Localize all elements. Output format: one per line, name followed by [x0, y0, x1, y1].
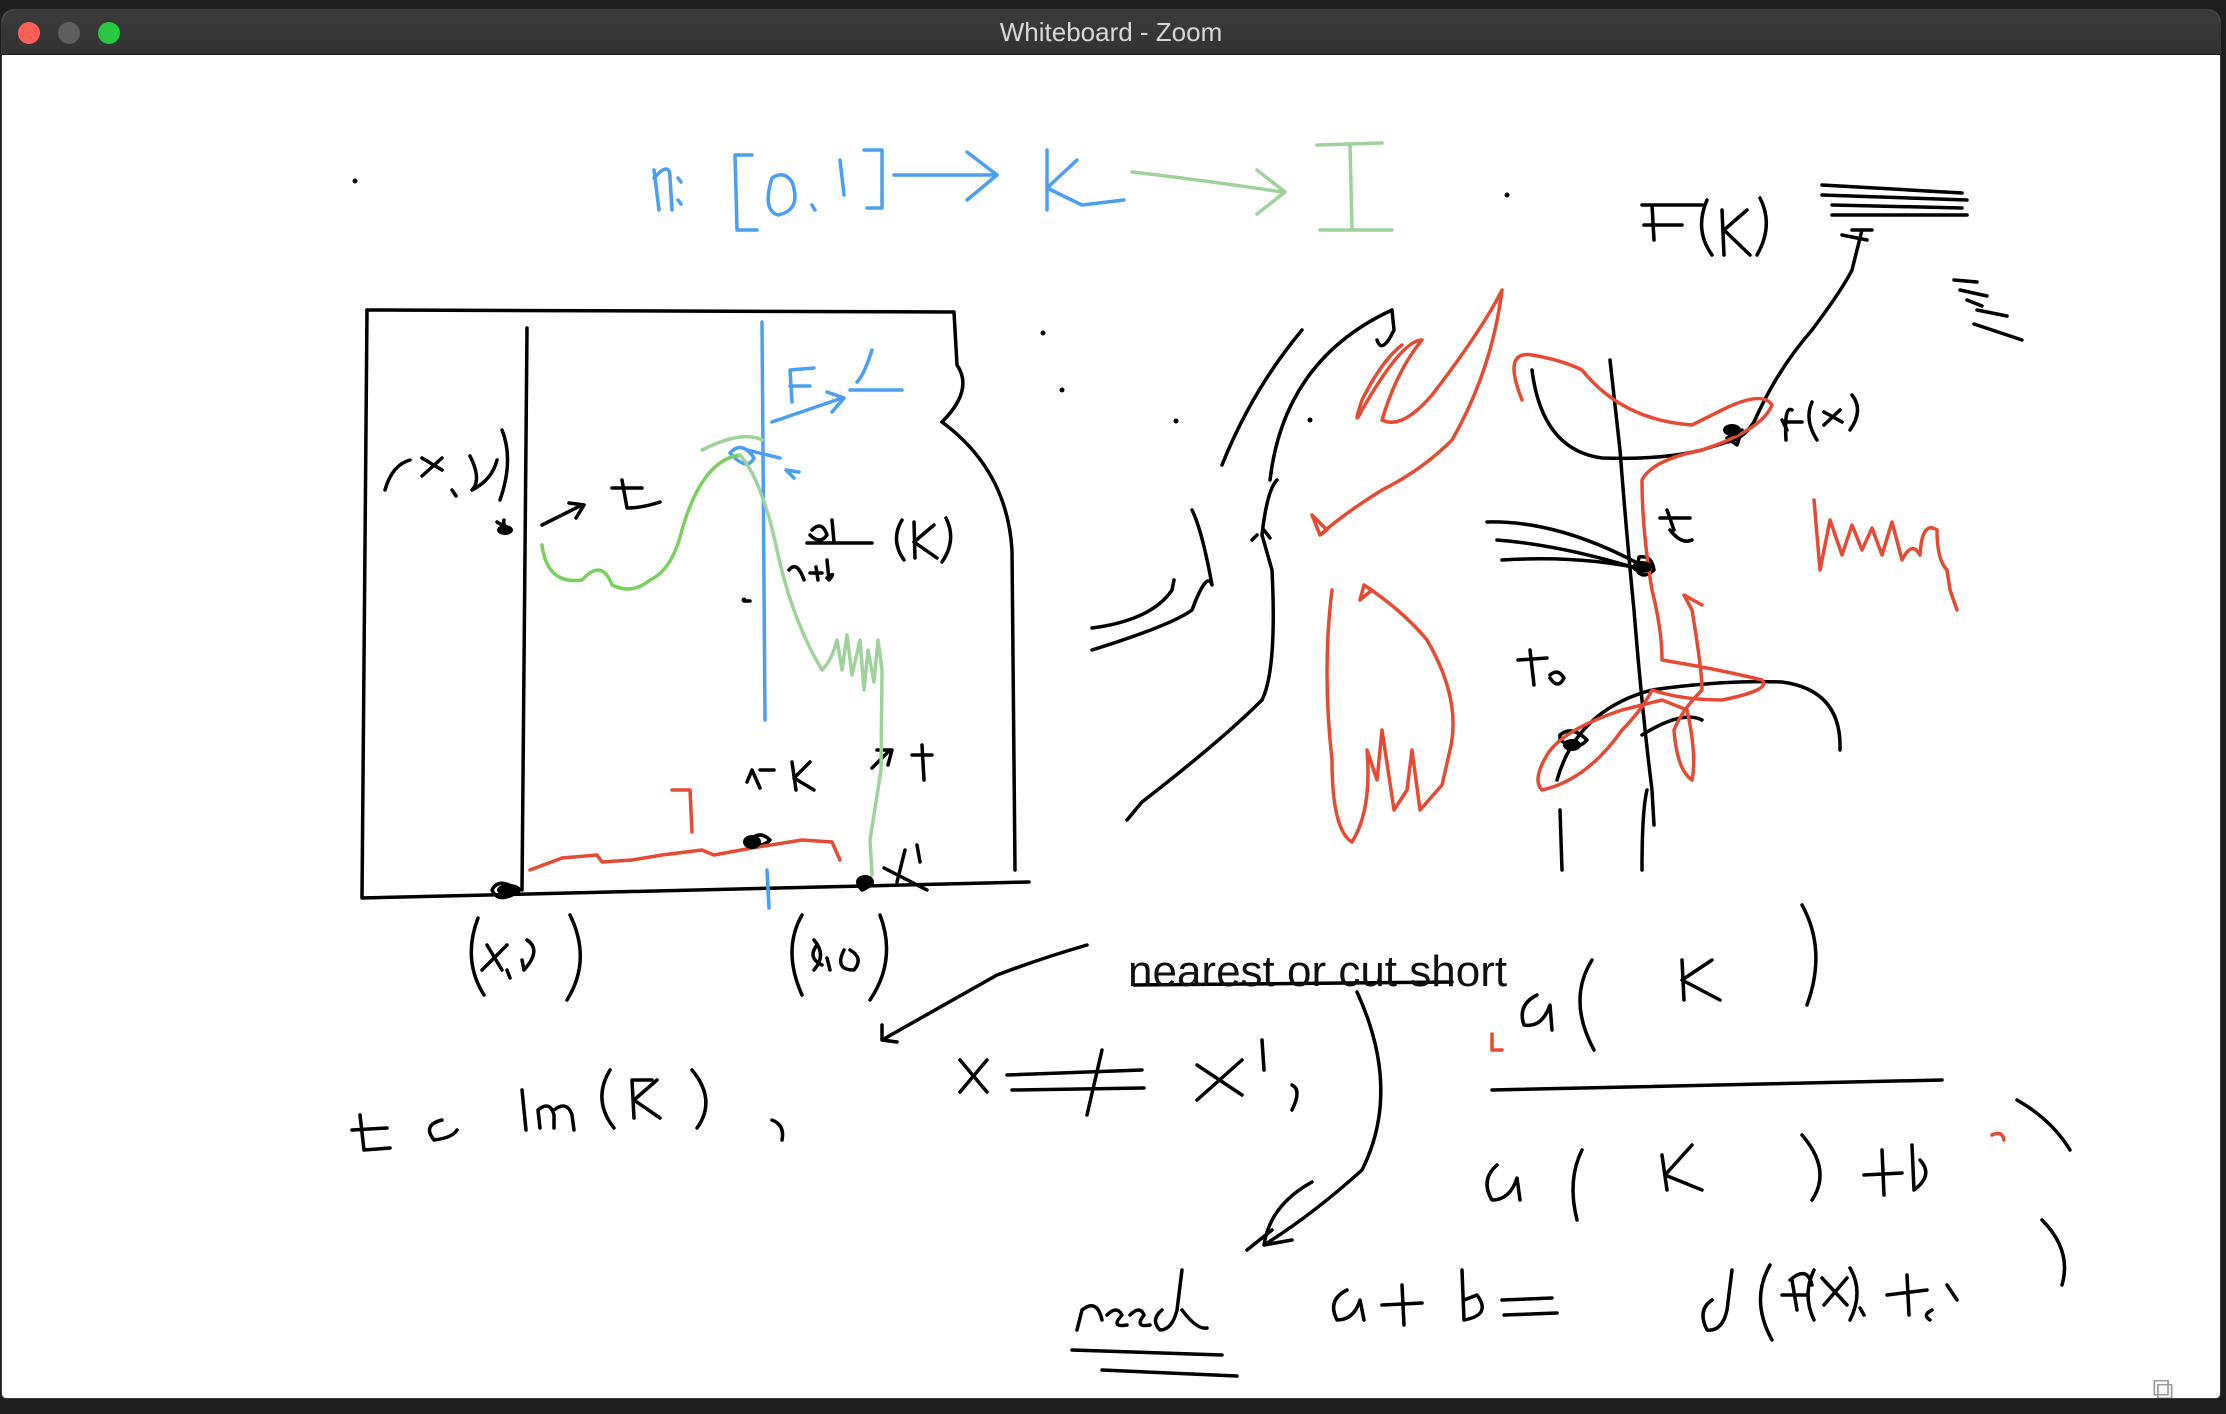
title-bar[interactable]	[2, 10, 2220, 55]
blue-axis	[730, 322, 902, 908]
window-title: Whiteboard - Zoom	[999, 17, 1223, 47]
red-path	[530, 790, 840, 870]
t-in-lm-k	[352, 1070, 783, 1150]
zoom-window	[2, 10, 2220, 1398]
green-curve	[542, 437, 882, 875]
typed-text-box[interactable]: nearest or cut short	[1128, 947, 1508, 996]
need-word	[1072, 1270, 1237, 1376]
f-of-k-label	[1642, 185, 2022, 340]
fraction	[1487, 905, 2070, 1220]
right-diagram	[1092, 230, 1862, 870]
x-not-equal	[960, 1040, 1297, 1115]
share-icon[interactable]: ⧉	[2152, 1373, 2174, 1398]
points	[497, 424, 1741, 896]
whiteboard-canvas[interactable]	[2, 55, 2220, 1398]
whiteboard-drawing	[2, 55, 2220, 1398]
top-formula	[654, 143, 1392, 230]
box-diagram	[362, 310, 1029, 1000]
a-plus-b-equation	[1334, 1220, 2065, 1340]
